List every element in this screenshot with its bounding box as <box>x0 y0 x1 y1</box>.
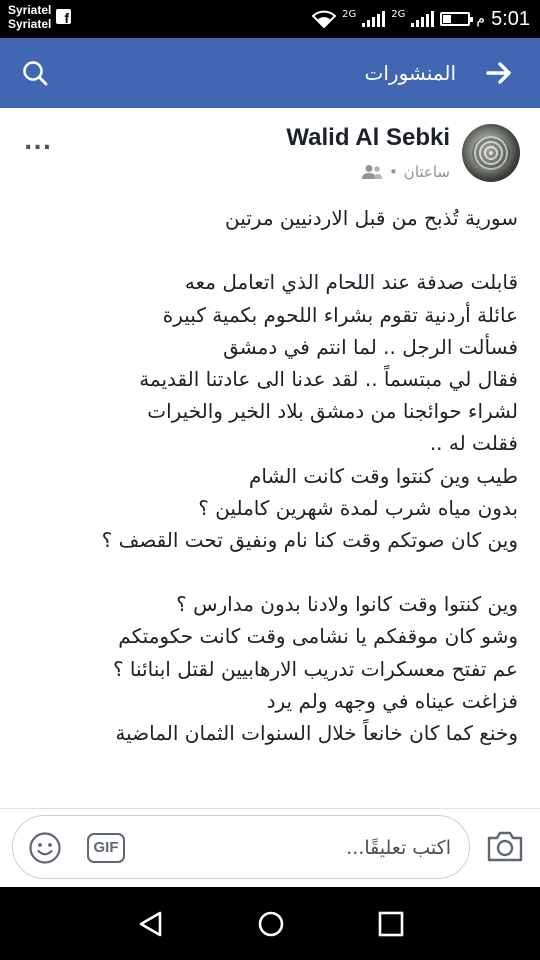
recents-square-icon[interactable] <box>378 911 404 937</box>
post-line <box>18 556 518 588</box>
wifi-icon <box>312 10 336 28</box>
avatar[interactable] <box>462 124 520 182</box>
post-meta <box>361 163 450 181</box>
post-line: فقلت له .. <box>429 431 518 456</box>
post-line: بدون مياه شرب لمدة شهرين كاملين ؟ <box>198 495 518 520</box>
post-line <box>18 234 518 266</box>
search-icon[interactable] <box>20 58 50 88</box>
post-line: وين كنتوا وقت كانوا ولادنا بدون مدارس ؟ <box>176 592 518 617</box>
signal-icon <box>411 11 434 27</box>
network-type-1: 2G <box>342 8 357 20</box>
facebook-icon: f <box>56 9 71 24</box>
post-text <box>18 202 518 749</box>
post-line: عم تفتح معسكرات تدريب الارهابيين لقتل ابنائنا ؟ <box>112 656 518 681</box>
app-bar <box>0 38 540 108</box>
post-time[interactable]: ساعتان <box>403 163 450 181</box>
status-bar <box>0 0 540 38</box>
carrier-2: Syriatel <box>8 17 52 31</box>
post-line: فزاغت عيناه في وجهه ولم يرد <box>266 688 518 713</box>
home-circle-icon[interactable] <box>256 909 286 939</box>
comment-input[interactable] <box>151 828 451 868</box>
comment-bar <box>0 809 540 887</box>
comment-box[interactable] <box>12 815 470 879</box>
arrow-right-icon[interactable] <box>484 58 514 88</box>
post-line: وين كان صوتكم وقت كنا نام ونفيق تحت القصف ؟ <box>101 527 518 552</box>
post-line: طيب وين كنتوا وقت كانت الشام <box>249 463 518 488</box>
carrier-labels <box>8 3 51 31</box>
post-author[interactable]: Walid Al Sebki <box>286 124 450 151</box>
gif-icon[interactable]: GIF <box>87 833 125 863</box>
back-triangle-icon[interactable] <box>136 909 166 939</box>
status-clock: 5:01 <box>491 7 530 30</box>
emoji-icon[interactable] <box>28 831 62 865</box>
camera-icon[interactable] <box>486 829 524 863</box>
post-line: وشو كان موقفكم يا نشامى وقت كانت حكومتكم <box>118 624 518 649</box>
post-line: وخنع كما كان خانعاً خلال السنوات الثمان الماضية <box>115 721 518 745</box>
meta-separator: • <box>388 163 398 181</box>
page-title: المنشورات <box>364 61 456 85</box>
carrier-1: Syriatel <box>8 3 52 17</box>
battery-icon <box>440 12 470 26</box>
post-card <box>0 108 540 808</box>
network-type-2: 2G <box>391 8 406 20</box>
am-pm-indicator: م <box>476 11 486 27</box>
post-line: قابلت صدفة عند اللحام الذي اتعامل معه <box>184 270 518 295</box>
post-line: فقال لي مبتسماً .. لقد عدنا الى عادتنا القديمة <box>139 366 518 391</box>
status-icons <box>312 4 530 34</box>
navigation-bar <box>0 887 540 960</box>
post-line: لشراء حوائجنا من دمشق بلاد الخير والخيرات <box>147 399 518 424</box>
friends-icon <box>361 164 383 180</box>
post-line: عائلة أردنية تقوم بشراء اللحوم بكمية كبيرة <box>162 302 518 327</box>
post-line: سورية تُذبح من قبل الاردنيين مرتين <box>224 206 518 230</box>
signal-icon <box>362 11 385 27</box>
post-line: فسألت الرجل .. لما انتم في دمشق <box>223 334 518 359</box>
more-options-button[interactable]: ... <box>24 130 53 155</box>
